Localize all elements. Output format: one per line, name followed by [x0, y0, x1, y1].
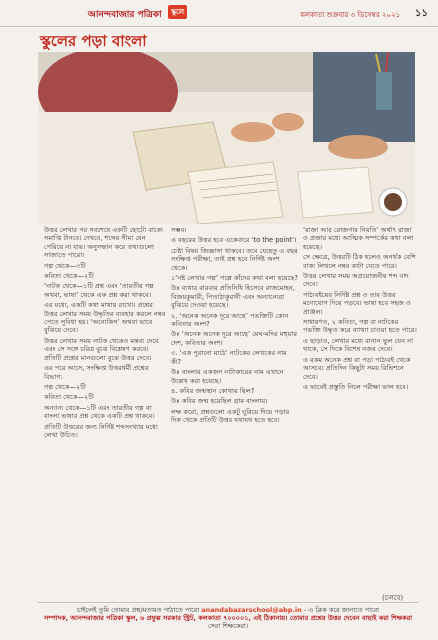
paragraph: চেষ্টা বিষয় জিজ্ঞাসা থাকবে। তবে যেহেতু এ বছর সংক্ষিপ্ত পরীক্ষা, তাই প্রশ্ন হবে নির্দিষ্ট অংশ থেকে। — [171, 246, 298, 272]
footer-suffix: - এ ক্লিক করে জানাতে পারো — [303, 606, 380, 614]
paragraph: উত্তর লেখার সময় নাটক থেকেও মন্তব্য দেবে এবং সে সঙ্গে চরিত্র বুঝে বিশ্লেষণ করবে। প্রতিটি প্রশ্নের মানগুলো বুঝে উত্তর দেবে। — [44, 336, 159, 362]
section-title: স্কুলের পড়া বাংলা — [40, 32, 147, 50]
paragraph: এ ছাড়াও, লেখার মধ্যে বানান ভুল যেন না থাকে, সে দিকে বিশেষ নজর দেবে। — [303, 336, 413, 354]
paragraph: ২. ‘অনেক অনেক দূরে আছে’ পঙক্তিটি কোন কবিতার অংশ? — [171, 311, 289, 329]
paragraph: ১‘নষ্ট লেখার গল্প’ গল্পে কাঁদের কথা বলা হয়েছে? — [171, 274, 298, 283]
paragraph: গল্প থেকে—৩টি — [44, 261, 86, 270]
paragraph: ‘নাটক থেকে—১টি প্রশ্ন এবং ‘তারতীর গল্প অথবা, ভাষা’ থেকে এক প্রশ্ন করা থাকবে। — [44, 282, 154, 299]
paragraph: উঃ ব্যথার বারবার প্রতিনিধি হিসেবে রাজমোহন, বিজয়কুমারী, পিতাঠাকুরানী এবং অন্যান্যেরা বুঝিয়ে দেওয়া হয়েছে। — [171, 284, 295, 310]
footer-address: সম্পাদক, আনন্দবাজার পত্রিকা স্কুল, ৬ প্রফুল্ল সরকার স্ট্রিট, কলকাতা ৭০০০০১, এই ঠিকানায়। তোমার প্রশ্নের উত্তর দেবেন বাছাই করা শিক্ষকরা — [43, 614, 413, 622]
page-number: ১১ — [415, 8, 428, 19]
article-column-2 — [171, 226, 298, 601]
paragraph: লক্ষ করো, প্রশ্নগুলো একটু ঘুরিয়ে দিয়ে পড়ার দিক থেকে প্রতিটি উত্তর যথাযথ হতে হবে। — [171, 407, 290, 425]
paragraph: উঃ ‘অনেক অনেক দূরে আছে’ মেঘ-মদির মহুয়ার দেশ, কবিতার অংশ। — [171, 330, 298, 347]
paragraph: পাঠ্যবইয়ের নির্দিষ্ট প্রশ্ন ও তার উত্তর মনোযোগ দিয়ে পড়বে। ভাষা হবে সহজ ও প্রাঞ্জল। — [303, 290, 411, 316]
footer-note: সেরা শিক্ষকেরা। — [207, 622, 249, 630]
contact-email-link[interactable]: anandabazarschool@abp.in — [201, 606, 302, 614]
footer-contact-line — [38, 606, 418, 614]
paragraph: উত্তর লেখার সময় অপ্রয়োজনীয় শব্দ বাদ দেবে। — [303, 272, 409, 289]
students-studying-photo — [38, 52, 415, 224]
paragraph: উঃ কবির জন্ম হয়েছিল গ্রাম বাংলায়। — [171, 397, 268, 406]
paragraph: সাধারণত, ২ কবিতা, গল্প বা নাটকের পঙক্তি উদ্ধৃত করে ব্যাখ্যা চাওয়া হতে পারে। — [303, 318, 417, 335]
article-column-3 — [303, 226, 417, 601]
paragraph: এর মধ্যে, একটি কথা মাথায় রাখো। প্রশ্নের উত্তর লেখার সময় উদ্ধৃতির ব্যবহার করলে নম্বর পেতে সুবিধা হয়। ‘অন্যেকিস’ অথবা ভাবে বুঝিয়ে দেবে। — [44, 301, 166, 335]
hero-image — [38, 52, 415, 224]
footer-prefix: চাইলেই তুমি তোমার প্রশ্ন/মতামত পাঠাতে পারো — [76, 606, 200, 614]
article-column-1 — [44, 226, 166, 601]
paragraph: উত্তর লেখার পর সবশেষে একটি ছোটো বাক্যে সমাপ্তি টানবে। দেখবে, শব্দের সীমা যেন পেরিয়ে না যায়। অনুসন্ধান করে তথ্যগুলো সাজাতে পারো। — [44, 226, 164, 260]
paragraph: কবিতা থেকে—২টি — [44, 272, 94, 281]
brand-name: আনন্দবাজার পত্রিকা — [88, 10, 162, 20]
paragraph: গল্প থেকে—২টি — [44, 382, 86, 391]
paragraph: কবিতা থেকে—২টি — [44, 393, 94, 402]
paragraph: সম্ভব। — [171, 226, 187, 234]
paragraph: এ ভাবেই প্রস্তুতি নিলে পরীক্ষা ভাল হবে। — [303, 382, 409, 391]
page-footer — [38, 602, 418, 635]
brand-badge: স্কুলে — [168, 5, 187, 19]
paragraph: ৪. কবির জন্মস্থান কোথায় ছিল? — [171, 386, 255, 395]
page-header — [0, 0, 438, 27]
dateline: কলকাতা শুক্রবার ৩ ডিসেম্বর ২০২১ — [300, 11, 401, 19]
paragraph: সে ক্ষেত্রে, উত্তরটি ঠিক হলেও অনর্থক বেশি বাক্য লিখলে নম্বর কাটা যেতে পারে। — [303, 253, 416, 270]
paragraph: ৩. ‘এক পুরানো মাঠে’ নাটকের লেখকের নাম কী? — [171, 349, 287, 366]
paragraph: এ রকম অনেক প্রশ্ন বা পড়া পাঠ্যবই থেকে আসবে। প্রতিদিন কিছুটা সময় রিভিশনে দেবে। — [303, 355, 411, 381]
paragraph: উঃ বাংলার একজন নাট্যকারের নাম এখানে উল্লেখ করা হয়েছে। — [171, 368, 284, 385]
continued-note: (চলবে) — [382, 594, 404, 602]
paragraph: ‘রাজা আর রোজগার নিয়তি’ অর্থাৎ রাজা ও প্রজার মধ্যে আত্মিক সম্পর্কের কথা বলা হয়েছে। — [303, 226, 414, 251]
paragraph: এ বছরের উত্তর হবে একেবারে ‘to the point’। — [171, 236, 297, 245]
paragraph: অন্যান্য থেকে—১টি এবং তারতীর গল্প বা বাংলা ভাষার প্রশ্ন থেকে একটি প্রশ্ন থাকবে। — [44, 403, 155, 421]
paragraph: প্রতিটি উত্তরের জন্য নির্দিষ্ট শব্দসংখ্যার মধ্যে লেখা উচিত। — [44, 422, 158, 439]
paragraph: এর পরে আসে, সংক্ষিপ্ত উত্তরধর্মী প্রশ্নের বিভাগ: — [44, 364, 149, 381]
